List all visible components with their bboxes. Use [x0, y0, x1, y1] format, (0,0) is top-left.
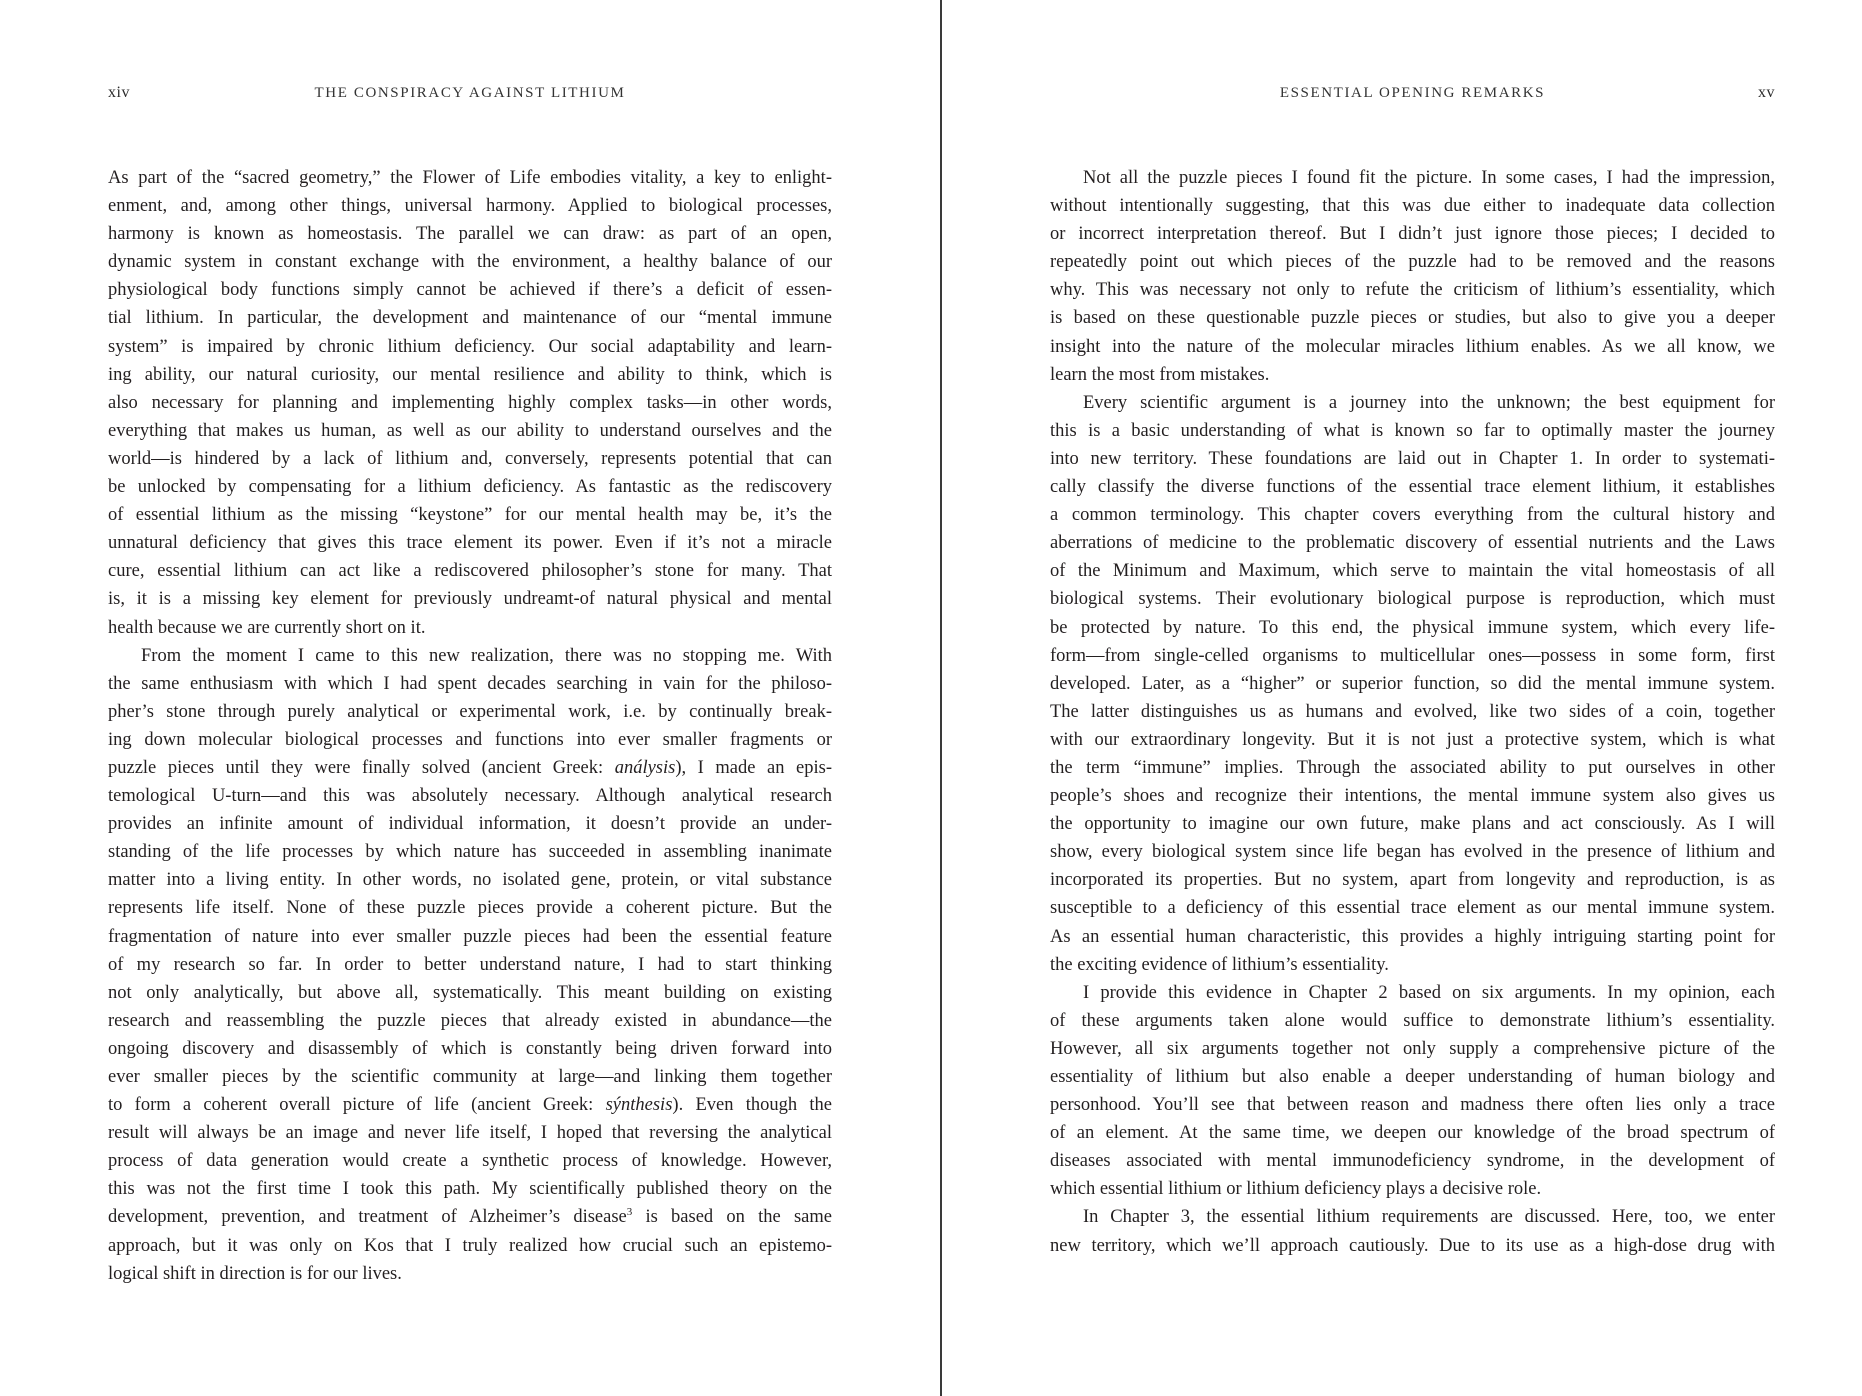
text-line: of my research so far. In order to better understand nature, I had to start thinking — [108, 954, 832, 975]
text-line: logical shift in direction is for our lives. — [108, 1263, 402, 1284]
text-line: people’s shoes and recognize their intentions, the mental immune system also gives us — [1050, 786, 1775, 807]
text-line: without intentionally suggesting, that this was due either to inadequate data collection — [1050, 196, 1775, 217]
text-line: In Chapter 3, the essential lithium requirements are discussed. Here, too, we enter — [1083, 1207, 1775, 1228]
text-line: process of data generation would create a synthetic process of knowledge. However, — [108, 1151, 832, 1172]
text-line: this is a basic understanding of what is known so far to optimally master the journey — [1050, 420, 1775, 441]
text-line: research and reassembling the puzzle pieces that already existed in abundance—the — [108, 1010, 832, 1031]
running-head: ESSENTIAL OPENING REMARKS — [1279, 85, 1546, 101]
text-line: susceptible to a deficiency of this essential trace element as our mental immune system. — [1050, 898, 1775, 919]
italic-term: análysis — [614, 757, 676, 778]
body-text — [108, 164, 832, 1288]
text-line: also necessary for planning and implementing highly complex tasks—in other words, — [108, 392, 832, 413]
right-page — [943, 0, 1862, 1396]
text-line: of the Minimum and Maximum, which serve to maintain the vital homeostasis of all — [1050, 561, 1775, 582]
text-run: ). Even though the — [672, 1095, 832, 1116]
text-line: dynamic system in constant exchange with the environment, a healthy balance of our — [108, 252, 832, 273]
text-line: be unlocked by compensating for a lithium deficiency. As fantastic as the rediscovery — [108, 477, 832, 498]
text-line: However, all six arguments together not only supply a comprehensive picture of the — [1050, 1038, 1775, 1059]
text-line: I provide this evidence in Chapter 2 based on six arguments. In my opinion, each — [1083, 982, 1775, 1003]
text-line: ing ability, our natural curiosity, our mental resilience and ability to think, which is — [108, 364, 832, 385]
text-line: which essential lithium or lithium deficiency plays a decisive role. — [1050, 1179, 1542, 1200]
text-line: approach, but it was only on Kos that I truly realized how crucial such an epistemo- — [108, 1235, 832, 1256]
text-line: personhood. You’ll see that between reason and madness there often lies only a trace — [1050, 1095, 1775, 1116]
text-line: As part of the “sacred geometry,” the Flower of Life embodies vitality, a key to enlight- — [108, 168, 832, 188]
text-line: not only analytically, but above all, systematically. This meant building on existing — [108, 982, 832, 1003]
paragraph — [1050, 1203, 1775, 1259]
text-line: world—is hindered by a lack of lithium and, conversely, represents potential that can — [108, 448, 832, 469]
body-text — [1050, 164, 1775, 1260]
text-line: pher’s stone through purely analytical or experimental work, i.e. by continually break- — [108, 701, 832, 722]
text-line: is, it is a missing key element for previously undreamt-of natural physical and mental — [108, 589, 832, 610]
text-line: of these arguments taken alone would suffice to demonstrate lithium’s essentiality. — [1050, 1010, 1775, 1031]
gutter-divider — [940, 0, 942, 1396]
text-line: form—from single-celled organisms to multicellular ones—possess in some form, first — [1050, 645, 1775, 666]
text-line — [108, 754, 832, 782]
text-line: insight into the nature of the molecular miracles lithium enables. As we all know, we — [1050, 336, 1775, 357]
text-line — [108, 1203, 832, 1231]
text-line: provides an infinite amount of individual information, it doesn’t provide an under- — [108, 814, 832, 835]
text-line: standing of the life processes by which nature has succeeded in assembling inanimate — [108, 842, 832, 863]
text-line: of essential lithium as the missing “keystone” for our mental health may be, it’s the — [108, 505, 832, 526]
text-line: essentiality of lithium but also enable a deeper understanding of human biology and — [1050, 1067, 1775, 1087]
text-line: is based on these questionable puzzle pieces or studies, but also to give you a deeper — [1050, 308, 1775, 329]
text-line: everything that makes us human, as well as our ability to understand ourselves and the — [108, 420, 832, 441]
text-line: with our extraordinary longevity. But it is not just a protective system, which is what — [1050, 729, 1775, 750]
text-line: unnatural deficiency that gives this trace element its power. Even if it’s not a miracle — [108, 533, 832, 554]
paragraph — [1050, 164, 1775, 389]
page-number: xv — [1758, 84, 1775, 101]
text-line: enment, and, among other things, universal harmony. Applied to biological processes, — [108, 196, 832, 217]
text-line: a common terminology. This chapter covers everything from the cultural history and — [1050, 505, 1775, 526]
text-line: As an essential human characteristic, this provides a highly intriguing starting point for — [1050, 926, 1775, 947]
text-line: aberrations of medicine to the problematic discovery of essential nutrients and the Laws — [1050, 533, 1775, 554]
text-line: fragmentation of nature into ever smaller puzzle pieces had been the essential feature — [108, 926, 832, 947]
paragraph — [108, 642, 832, 1288]
text-line: matter into a living entity. In other words, no isolated gene, protein, or vital substance — [108, 870, 832, 891]
footnote-marker: 3 — [626, 1206, 633, 1219]
text-line: tial lithium. In particular, the development and maintenance of our “mental immune — [108, 308, 832, 329]
text-line: represents life itself. None of these puzzle pieces provide a coherent picture. But the — [108, 898, 832, 919]
text-line: the term “immune” implies. Through the associated ability to put ourselves in other — [1050, 757, 1775, 778]
text-line: cally classify the diverse functions of the essential trace element lithium, it establishes — [1050, 477, 1775, 498]
text-line: biological systems. Their evolutionary biological purpose is reproduction, which must — [1050, 589, 1775, 610]
text-line: developed. Later, as a “higher” or superior function, so did the mental immune system. — [1050, 673, 1775, 694]
text-line: harmony is known as homeostasis. The parallel we can draw: as part of an open, — [108, 224, 832, 245]
text-line: why. This was necessary not only to refute the criticism of lithium’s essentiality, which — [1050, 280, 1775, 301]
text-run: puzzle pieces until they were finally solved (ancient Greek: — [108, 757, 615, 778]
italic-term: sýnthesis — [605, 1095, 673, 1116]
text-line: physiological body functions simply cannot be achieved if there’s a deficit of essen- — [108, 280, 832, 301]
text-line: ongoing discovery and disassembly of which is constantly being driven forward into — [108, 1038, 832, 1059]
text-line: From the moment I came to this new realization, there was no stopping me. With — [141, 645, 832, 666]
text-line: cure, essential lithium can act like a rediscovered philosopher’s stone for many. That — [108, 561, 832, 582]
text-line: diseases associated with mental immunodeficiency syndrome, in the development of — [1050, 1151, 1775, 1172]
text-line: the opportunity to imagine our own future, make plans and act consciously. As I will — [1050, 814, 1775, 835]
paragraph — [1050, 979, 1775, 1204]
text-line: the same enthusiasm with which I had spent decades searching in vain for the philoso- — [108, 673, 832, 694]
text-run: to form a coherent overall picture of life (ancient Greek: — [108, 1095, 606, 1116]
text-line: new territory, which we’ll approach cautiously. Due to its use as a high-dose drug with — [1050, 1235, 1775, 1256]
text-line: into new territory. These foundations are laid out in Chapter 1. In order to systemati- — [1050, 448, 1775, 469]
text-line: repeatedly point out which pieces of the puzzle had to be removed and the reasons — [1050, 252, 1775, 273]
text-line: the exciting evidence of lithium’s essentiality. — [1050, 954, 1389, 975]
text-line: show, every biological system since life began has evolved in the presence of lithium and — [1050, 842, 1775, 863]
paragraph — [1050, 389, 1775, 979]
running-head: THE CONSPIRACY AGAINST LITHIUM — [314, 85, 626, 101]
text-line: learn the most from mistakes. — [1050, 364, 1270, 385]
text-run: development, prevention, and treatment of Alzheimer’s disease — [108, 1207, 627, 1228]
text-line: of an element. At the same time, we deepen our knowledge of the broad spectrum of — [1050, 1123, 1775, 1144]
text-line: result will always be an image and never life itself, I hoped that reversing the analytical — [108, 1123, 832, 1144]
text-line: health because we are currently short on it. — [108, 617, 426, 638]
text-line: or incorrect interpretation thereof. But I didn’t just ignore those pieces; I decided to — [1050, 224, 1775, 245]
text-line: ever smaller pieces by the scientific community at large—and linking them together — [108, 1067, 832, 1087]
text-line: Not all the puzzle pieces I found fit the picture. In some cases, I had the impression, — [1083, 168, 1775, 188]
text-line: Every scientific argument is a journey into the unknown; the best equipment for — [1083, 392, 1775, 413]
text-line: ing down molecular biological processes and functions into ever smaller fragments or — [108, 729, 832, 750]
text-line: The latter distinguishes us as humans and evolved, like two sides of a coin, together — [1050, 701, 1775, 722]
text-line: this was not the first time I took this path. My scientifically published theory on the — [108, 1179, 832, 1200]
page-number: xiv — [108, 84, 130, 101]
paragraph — [108, 164, 832, 642]
text-line — [108, 1091, 832, 1119]
text-line: incorporated its properties. But no system, apart from longevity and reproduction, is as — [1050, 870, 1775, 891]
text-line: be protected by nature. To this end, the physical immune system, which every life- — [1050, 617, 1775, 638]
text-run: is based on the same — [632, 1207, 832, 1228]
text-line: system” is impaired by chronic lithium deficiency. Our social adaptability and learn- — [108, 336, 832, 357]
text-run: ), I made an epis- — [675, 757, 832, 778]
text-line: temological U-turn—and this was absolutely necessary. Although analytical research — [108, 786, 832, 807]
